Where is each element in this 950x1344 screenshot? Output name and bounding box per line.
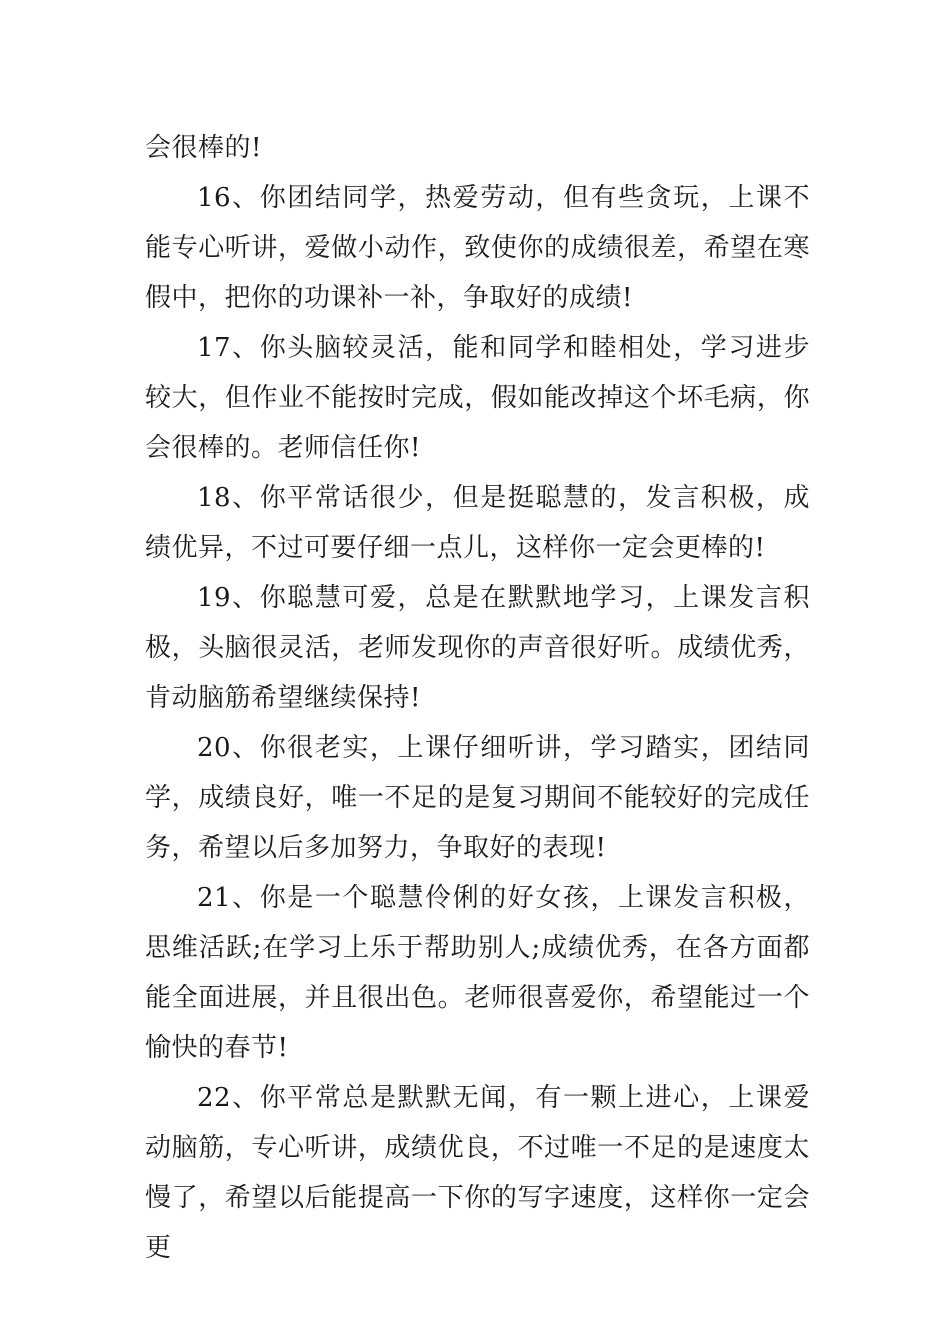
paragraph-continuation: 会很棒的! xyxy=(145,133,262,163)
paragraph-comment-18: 18、你平常话很少，但是挺聪慧的，发言积极，成绩优异，不过可要仔细一点儿，这样你一定会更棒的! xyxy=(145,483,810,563)
paragraph-comment-16: 16、你团结同学，热爱劳动，但有些贪玩，上课不能专心听讲，爱做小动作，致使你的成绩很差，希望在寒假中，把你的功课补一补，争取好的成绩! xyxy=(145,183,810,313)
paragraph-comment-17: 17、你头脑较灵活，能和同学和睦相处，学习进步较大，但作业不能按时完成，假如能改掉这个坏毛病，你会很棒的。老师信任你! xyxy=(145,333,810,463)
paragraph-comment-22: 22、你平常总是默默无闻，有一颗上进心，上课爱动脑筋，专心听讲，成绩优良，不过唯一不足的是速度太慢了，希望以后能提高一下你的写字速度，这样你一定会更 xyxy=(145,1083,810,1263)
document-body xyxy=(145,123,810,1273)
paragraph-comment-21: 21、你是一个聪慧伶俐的好女孩，上课发言积极，思维活跃;在学习上乐于帮助别人;成绩优秀，在各方面都能全面进展，并且很出色。老师很喜爱你，希望能过一个愉快的春节! xyxy=(145,883,810,1063)
paragraph-comment-19: 19、你聪慧可爱，总是在默默地学习，上课发言积极，头脑很灵活，老师发现你的声音很好听。成绩优秀，肯动脑筋希望继续保持! xyxy=(145,583,810,713)
paragraph-comment-20: 20、你很老实，上课仔细听讲，学习踏实，团结同学，成绩良好，唯一不足的是复习期间不能较好的完成任务，希望以后多加努力，争取好的表现! xyxy=(145,733,810,863)
